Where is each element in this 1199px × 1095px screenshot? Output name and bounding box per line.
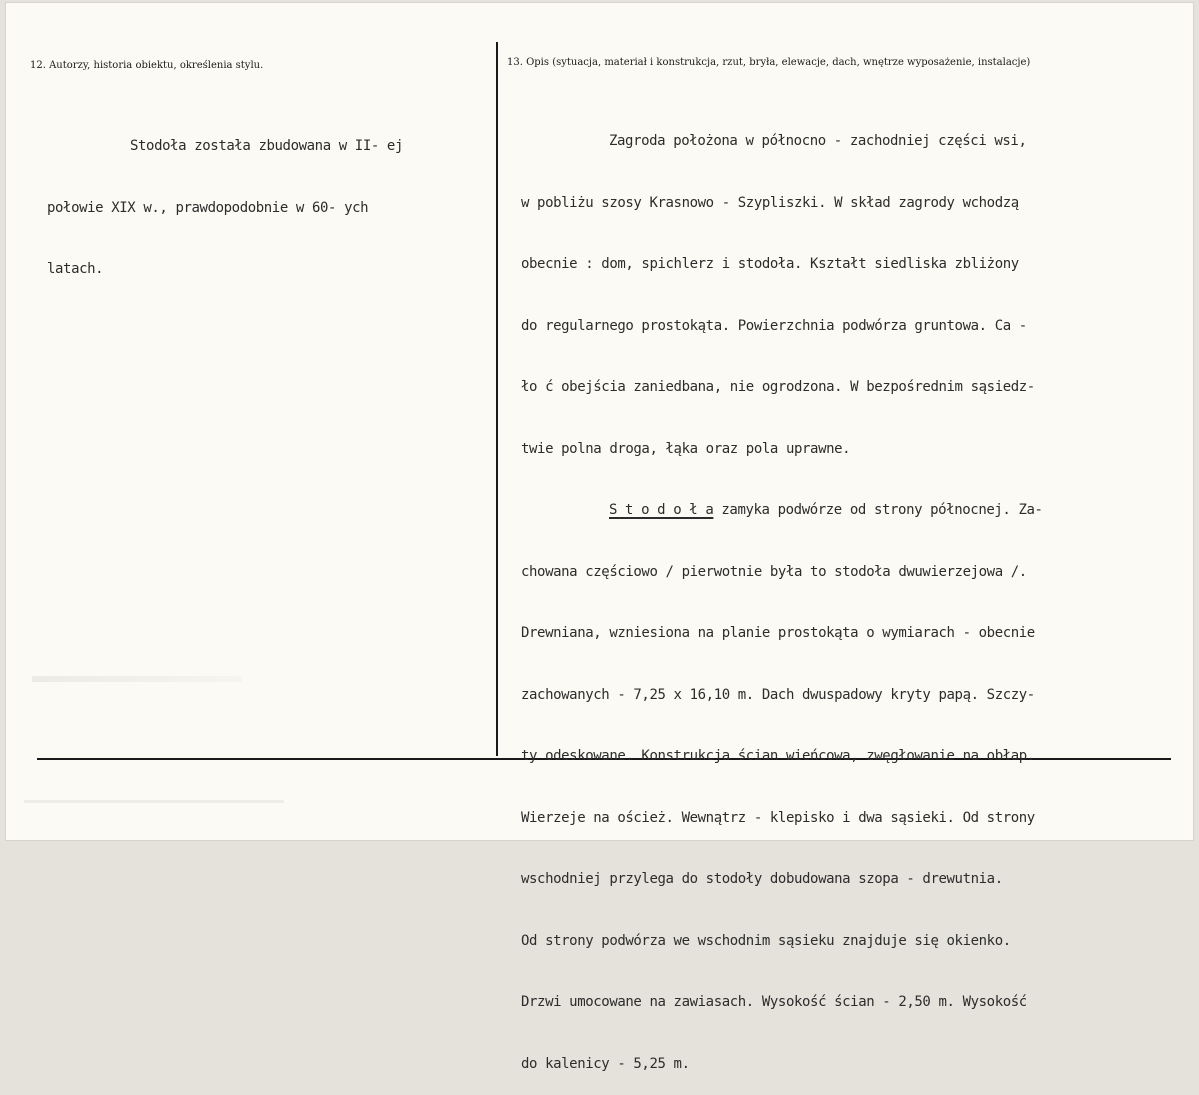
- text-line: wschodniej przylega do stodoły dobudowana szopa - drewutnia.: [521, 871, 1003, 887]
- text-line: ło ć obejścia zaniedbana, nie ogrodzona. W bezpośrednim sąsiedz-: [521, 379, 1035, 395]
- text-line: Zagroda położona w północno - zachodniej części wsi,: [609, 133, 1027, 149]
- vertical-divider: [496, 42, 498, 756]
- text-line: Od strony podwórza we wschodnim sąsieku znajduje się okienko.: [521, 932, 1011, 949]
- text-line: zachowanych - 7,25 x 16,10 m. Dach dwuspadowy kryty papą. Szczy-: [521, 686, 1035, 703]
- section-12-text: [47, 95, 403, 300]
- text-line: chowana częściowo / pierwotnie była to stodoła dwuwierzejowa /.: [521, 563, 1027, 580]
- text-line-stodola: [609, 500, 1043, 521]
- text-line: latach.: [47, 261, 104, 277]
- text-line: do regularnego prostokąta. Powierzchnia podwórza gruntowa. Ca -: [521, 317, 1027, 334]
- text-line: Drzwi umocowane na zawiasach. Wysokość ścian - 2,50 m. Wysokość: [521, 994, 1027, 1010]
- text-line: Drewniana, wzniesiona na planie prostokąta o wymiarach - obecnie: [521, 625, 1035, 641]
- text-line: połowie XIX w., prawdopodobnie w 60- ych: [47, 199, 369, 216]
- section-13-heading: 13. Opis (sytuacja, materiał i konstrukcja, rzut, bryła, elewacje, dach, wnętrze wyposażenie, instalacje): [507, 57, 1031, 68]
- text-line: Wierzeje na oścież. Wewnątrz - klepisko i dwa sąsieki. Od strony: [521, 809, 1035, 826]
- section-13-text: [521, 90, 1043, 1095]
- faint-smudge-bottom: [24, 800, 284, 803]
- text-line: do kalenicy - 5,25 m.: [521, 1055, 690, 1072]
- text-line: w pobliżu szosy Krasnowo - Szypliszki. W skład zagrody wchodzą: [521, 194, 1019, 211]
- stodola-underlined-word: S t o d o ł a: [609, 502, 714, 518]
- faint-smudge: [32, 676, 242, 682]
- text-line: ty odeskowane. Konstrukcja ścian wieńcowa, zwęgłowanie na obłap.: [521, 748, 1035, 764]
- text-line: Stodoła została zbudowana w II- ej: [130, 138, 403, 154]
- section-12-heading: 12. Autorzy, historia obiektu, określenia stylu.: [30, 60, 264, 71]
- text-line: obecnie : dom, spichlerz i stodoła. Kształt siedliska zbliżony: [521, 256, 1019, 272]
- stodola-line-rest: zamyka podwórze od strony północnej. Za-: [713, 502, 1043, 518]
- text-line: twie polna droga, łąka oraz pola uprawne.: [521, 440, 851, 457]
